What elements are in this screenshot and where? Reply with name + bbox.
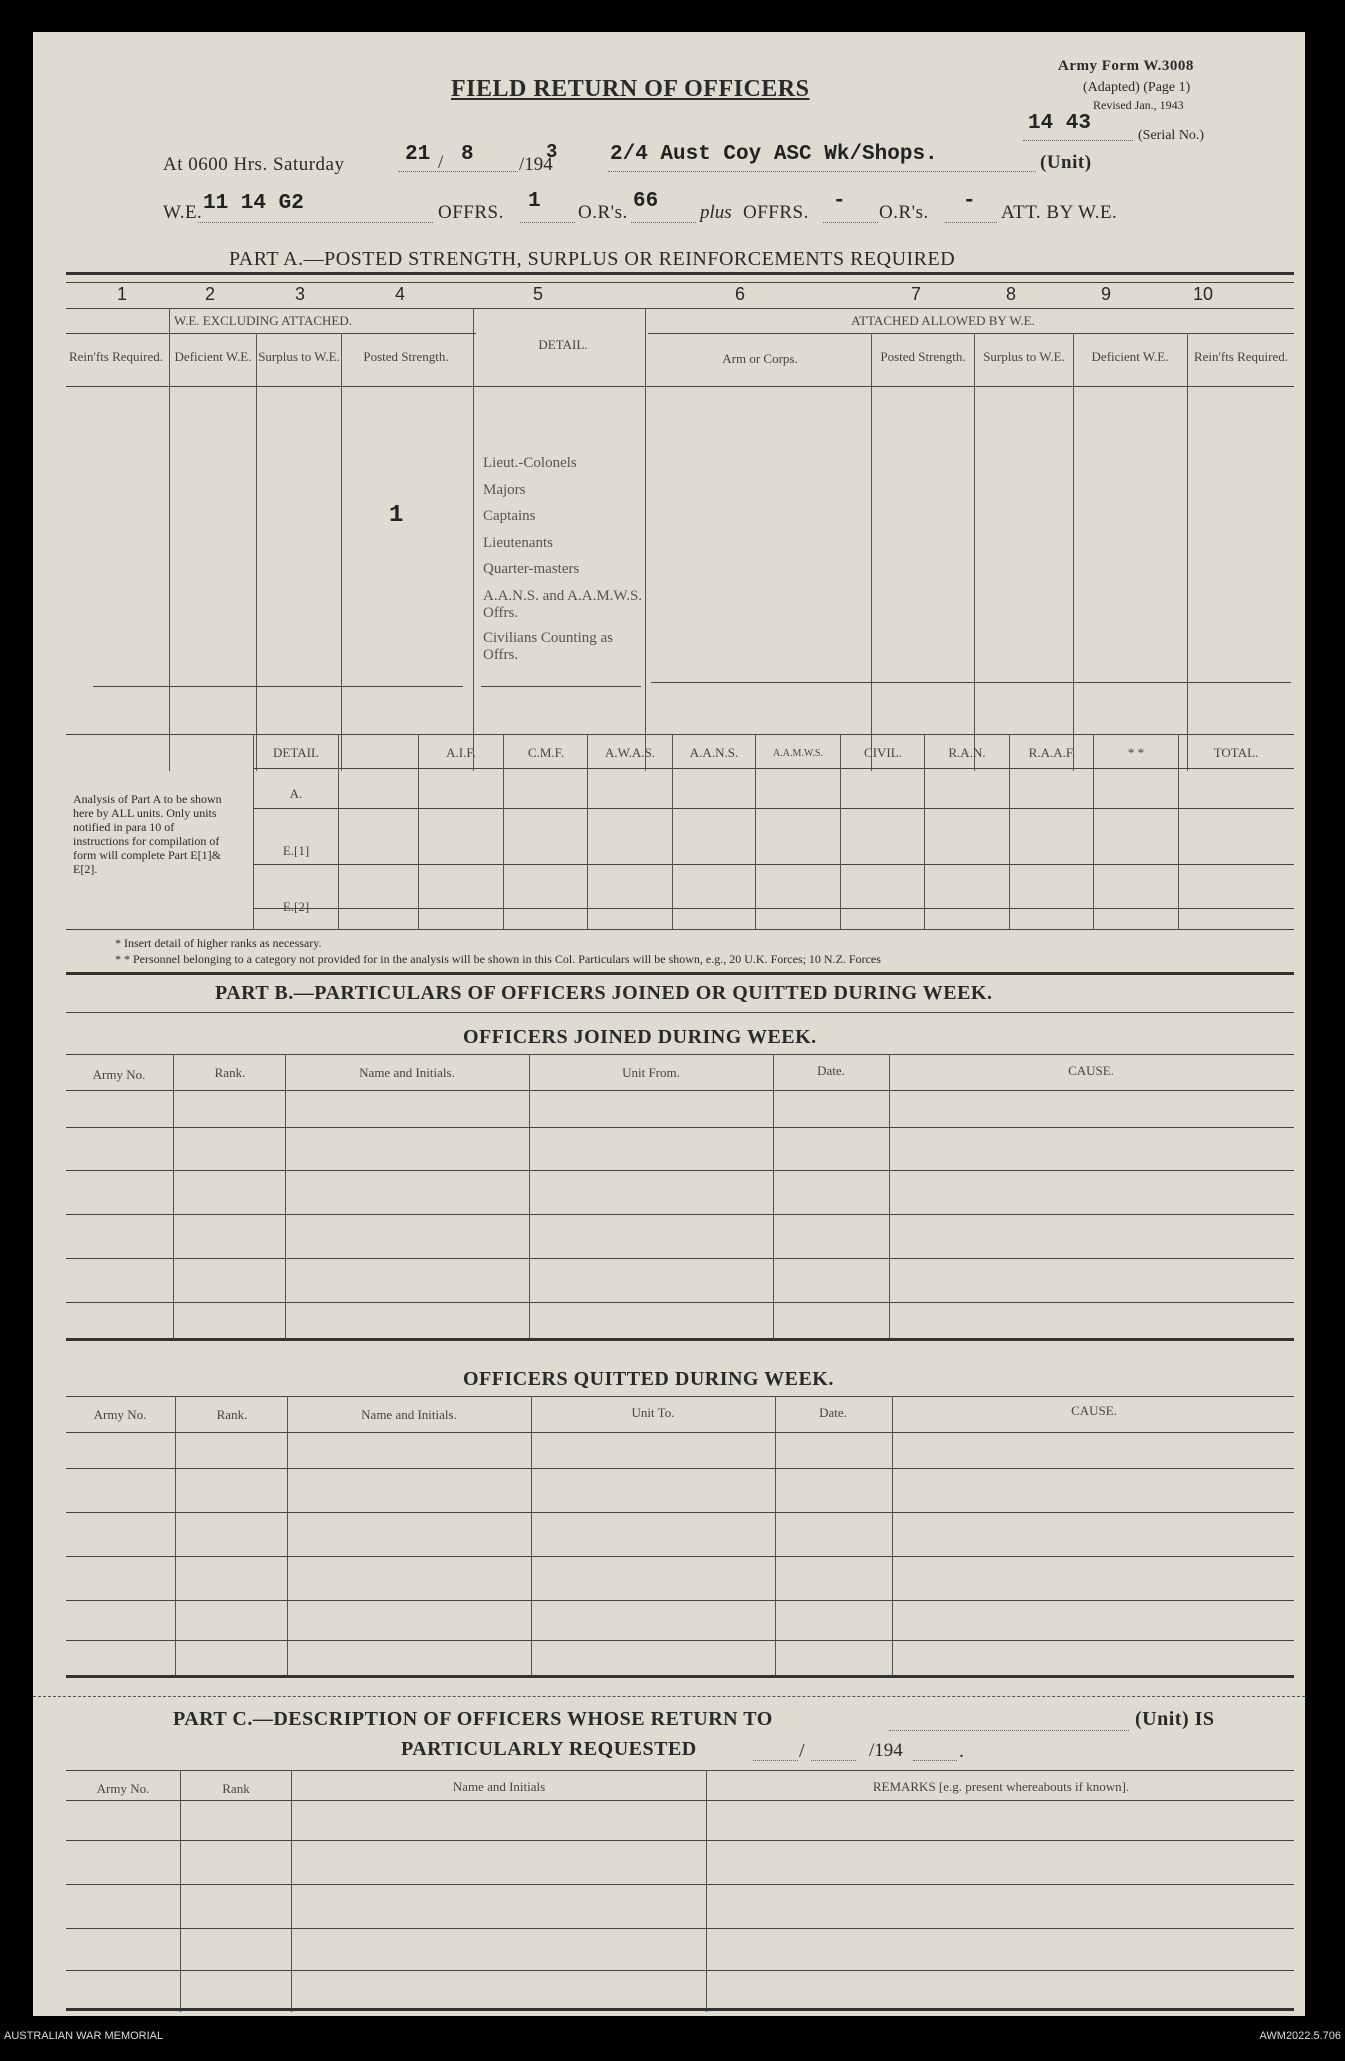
posted-header: Posted Strength. <box>363 349 449 364</box>
reinfts-right-header: Rein'fts Required. <box>1193 349 1289 364</box>
rank-quartermasters: Quarter-masters <box>483 561 580 577</box>
analysis-cmf-header: C.M.F. <box>527 745 565 760</box>
serial-number[interactable]: 14 43 <box>1028 112 1092 135</box>
analysis-detail-header: DETAIL <box>273 745 319 760</box>
rank-lieutenants: Lieutenants <box>483 534 553 551</box>
rank-civilians: Civilians Counting as Offrs. <box>483 629 614 663</box>
analysis-note: Analysis of Part A to be shown here by ALL units. Only units notified in para 10 of instructions for compilation of form will complete Part E[1]& E[2]. <box>73 792 222 876</box>
rank-majors: Majors <box>483 481 526 498</box>
offrs2-label: OFFRS. <box>743 202 809 223</box>
col-number-9: 9 <box>1101 284 1112 304</box>
quitted-title: OFFICERS QUITTED DURING WEEK. <box>463 1368 834 1390</box>
analysis-ran-header: R.A.N. <box>948 745 986 760</box>
ors-field[interactable]: 66 <box>633 190 659 213</box>
analysis-aamws-header: A.A.M.W.S. <box>773 748 823 759</box>
we-label: W.E. <box>163 202 203 223</box>
col-number-5: 5 <box>533 284 544 304</box>
offrs-label: OFFRS. <box>438 202 504 223</box>
serial-line <box>1023 140 1133 141</box>
col-number-7: 7 <box>911 284 922 304</box>
joined-unit-from-header: Unit From. <box>622 1065 680 1080</box>
form-adapted: (Adapted) (Page 1) <box>1083 80 1191 95</box>
captains-posted-value[interactable]: 1 <box>389 502 404 529</box>
quitted-army-no-header: Army No. <box>93 1407 147 1422</box>
col-number-1: 1 <box>117 284 128 304</box>
unit-label: (Unit) <box>1040 152 1092 173</box>
partc-rank-header: Rank <box>222 1781 250 1796</box>
offrs2-field[interactable]: - <box>833 190 846 213</box>
analysis-aif-header: A.I.F. <box>446 745 476 760</box>
offrs-field[interactable]: 1 <box>528 190 541 213</box>
analysis-row-e1: E.[1] <box>282 843 310 858</box>
footnote-1: * Insert detail of higher ranks as necessary. <box>115 936 322 950</box>
part-c-title-end: (Unit) IS <box>1135 1708 1215 1730</box>
analysis-row-a: A. <box>289 786 303 801</box>
form-number: Army Form W.3008 <box>1058 58 1194 74</box>
analysis-total-header: TOTAL. <box>1213 745 1259 760</box>
attached-header: ATTACHED ALLOWED BY W.E. <box>851 313 1035 328</box>
analysis-row-e2: E.[2] <box>282 899 310 914</box>
serial-label: (Serial No.) <box>1138 128 1205 143</box>
analysis-awas-header: A.W.A.S. <box>604 745 656 760</box>
ors-label: O.R's. <box>578 202 628 223</box>
footer-left: AUSTRALIAN WAR MEMORIAL <box>4 2030 164 2042</box>
analysis-civil-header: CIVIL. <box>864 745 902 760</box>
part-b-title: PART B.—PARTICULARS OF OFFICERS JOINED OR QUITTED DURING WEEK. <box>215 982 993 1004</box>
part-c-title: PART C.—DESCRIPTION OF OFFICERS WHOSE RETURN TO <box>173 1708 773 1730</box>
part-c-year: /194 <box>869 1740 903 1761</box>
unit-field[interactable]: 2/4 Aust Coy ASC Wk/Shops. <box>610 143 938 166</box>
time-prefix: At 0600 Hrs. Saturday <box>163 154 345 175</box>
rank-aans: A.A.N.S. and A.A.M.W.S. Offrs. <box>483 587 643 621</box>
surplus-right-header: Surplus to W.E. <box>983 349 1065 364</box>
partc-army-no-header: Army No. <box>96 1781 150 1796</box>
col-number-6: 6 <box>735 284 746 304</box>
analysis-other-header: * * <box>1127 745 1145 760</box>
analysis-raaf-header: R.A.A.F. <box>1028 745 1076 760</box>
quitted-unit-to-header: Unit To. <box>631 1405 675 1420</box>
att-label: ATT. BY W.E. <box>1001 202 1118 223</box>
form-revised: Revised Jan., 1943 <box>1093 98 1184 112</box>
form-sheet: FIELD RETURN OF OFFICERS Army Form W.3008 (Adapted) (Page 1) Revised Jan., 1943 14 43 (Serial No.) At 0600 Hrs. Saturday 21 / 8 /194 3 2/4 Aust Coy ASC Wk/Shops. (Unit) W.E. 11 14 G2 OFFRS. 1 O.R's. 66 plus OFFRS. - O.R's. - ATT. BY W.E. PART A.—POSTED STRENGTH, SURPLUS OR REINFORCEMENTS REQUIRED 1 2 3 4 5 6 7 8 9 10 W.E. EXCLUDING ATTACHED. ATTACHED ALLOWED BY W.E. DETAIL. Rein'fts Required. Deficient W.E. Surplus to W.E. Posted Strength. Arm or Corps. Posted Strength. Surplus to W.E. Deficient W.E. Rein'fts Required. Lieut.-Colonels Majors Captains Lieutenants Quarter-masters A.A.N.S. and A.A.M.W.S. Offrs. Civilians Counting as Offrs. 1 Analysis of Part A to be shown here by ALL units. Only units notified in para 10 of instructions for compilation of form will complete Part E[1]& E[2]. DETAIL A.I.F. C.M.F. A.W.A.S. A.A.N.S. A.A.M.W.S. CIVIL. R.A.N. R.A.A.F. * * TOTAL. A. E.[1] E.[2] * Insert detail of higher ranks as necessary. * * Personnel belonging to a category not provided for in the analysis will be shown in this Col. Particulars will be shown, e.g., 20 U.K. Forces; 10 N.Z. Forces PART B.—PARTICULARS OF OFFICERS JOINED OR QUITTED DURING WEEK. OFFICERS JOINED DURING WEEK. Army No. Rank. Name and Initials. Unit From. Date. CAUSE. OFFICERS QUITTED DURING WEEK. Army No. Rank. Name and Initials. Unit To. Date. CAUSE. PART C.—DESCRIPTION OF OFFICERS WHOSE RETURN TO (Unit) IS PARTICULARLY REQUESTED / /194 . Army No. Rank Name and Initials REMARKS [e.g. present whereabouts if known]. <box>33 32 1305 2016</box>
col-number-10: 10 <box>1193 284 1214 304</box>
deficient-right-header: Deficient W.E. <box>1091 349 1169 364</box>
rank-lt-colonels: Lieut.-Colonels <box>483 455 577 471</box>
day-field[interactable]: 21 <box>405 143 431 166</box>
we-field[interactable]: 11 14 G2 <box>203 192 304 215</box>
quitted-name-header: Name and Initials. <box>361 1407 457 1422</box>
rank-captains: Captains <box>483 508 536 524</box>
col-number-8: 8 <box>1006 284 1017 304</box>
deficient-header: Deficient W.E. <box>174 349 252 364</box>
ors2-label: O.R's. <box>879 202 929 223</box>
joined-cause-header: CAUSE. <box>1068 1063 1114 1078</box>
arm-corps-header: Arm or Corps. <box>722 351 798 366</box>
quitted-cause-header: CAUSE. <box>1071 1403 1117 1418</box>
footnote-2: * * Personnel belonging to a category not provided for in the analysis will be shown in this Col. Particulars will be shown, e.g., 20 U.K. Forces; 10 N.Z. Forces <box>115 952 881 966</box>
month-field[interactable]: 8 <box>461 143 474 166</box>
plus-label: plus <box>700 202 732 223</box>
joined-date-header: Date. <box>817 1063 845 1078</box>
joined-army-no-header: Army No. <box>92 1067 146 1082</box>
year-prefix: /194 <box>519 154 553 175</box>
partc-name-header: Name and Initials <box>452 1779 546 1794</box>
col-number-3: 3 <box>295 284 306 304</box>
reinfts-header: Rein'fts Required. <box>68 349 164 364</box>
part-a-title: PART A.—POSTED STRENGTH, SURPLUS OR REINFORCEMENTS REQUIRED <box>229 248 956 270</box>
joined-name-header: Name and Initials. <box>359 1065 455 1080</box>
year-digit[interactable]: 3 <box>546 141 558 163</box>
rank-list <box>483 450 643 664</box>
joined-title: OFFICERS JOINED DURING WEEK. <box>463 1026 817 1048</box>
col-number-2: 2 <box>205 284 216 304</box>
ors2-field[interactable]: - <box>963 190 976 213</box>
surplus-header: Surplus to W.E. <box>258 349 340 364</box>
form-title: FIELD RETURN OF OFFICERS <box>451 76 810 102</box>
partc-remarks-header: REMARKS [e.g. present whereabouts if known]. <box>872 1779 1130 1794</box>
footer-right: AWM2022.5.706 <box>1259 2030 1341 2042</box>
analysis-aans-header: A.A.N.S. <box>689 745 739 760</box>
detail-header: DETAIL. <box>538 337 588 352</box>
we-excluding-header: W.E. EXCLUDING ATTACHED. <box>174 313 352 328</box>
col-number-4: 4 <box>395 284 406 304</box>
part-c-subtitle: PARTICULARLY REQUESTED <box>401 1738 697 1760</box>
joined-rank-header: Rank. <box>214 1065 246 1080</box>
quitted-rank-header: Rank. <box>216 1407 248 1422</box>
posted-strength-right-header: Posted Strength. <box>880 349 966 364</box>
quitted-date-header: Date. <box>819 1405 847 1420</box>
